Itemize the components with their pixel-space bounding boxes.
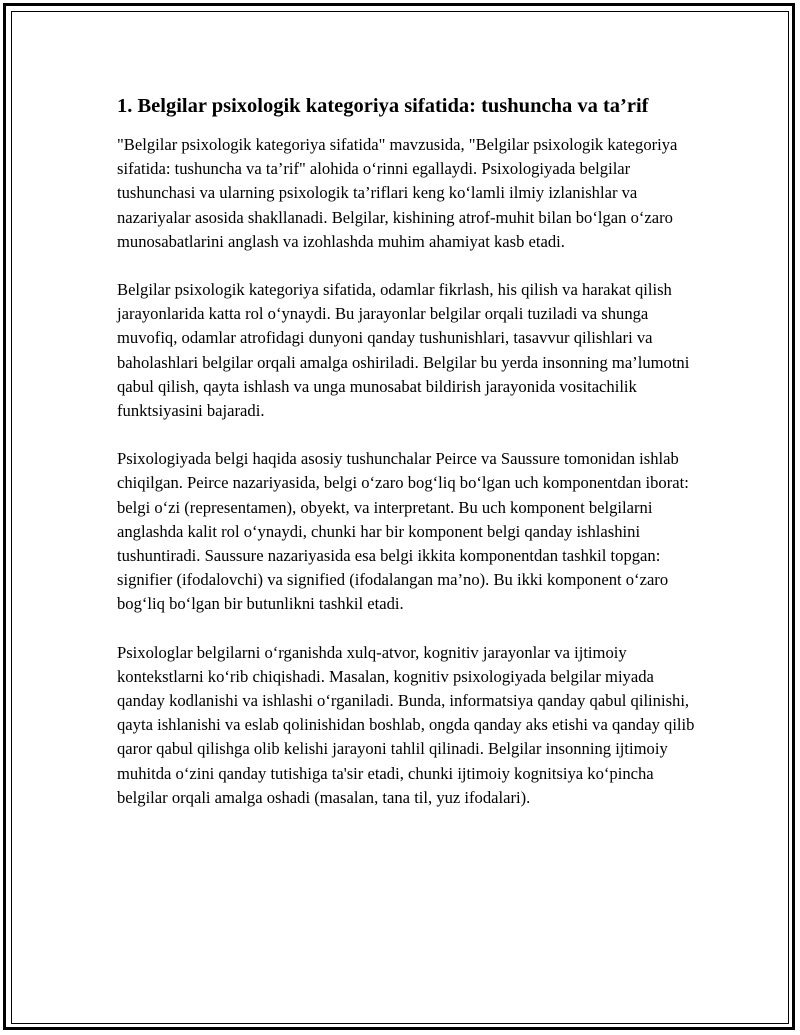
paragraph-4: Psixologlar belgilarni o‘rganishda xulq-atvor, kognitiv jarayonlar va ijtimoiy kontekstlarni ko‘rib chiqishadi. Masalan, kognitiv psixologiyada belgilar miyada qanday kodlanishi va ishlashi o‘rganiladi. Bunda, informatsiya qanday qabul qilinishi, qayta ishlanishi va eslab qolinishidan boshlab, ongda qanday aks etishi va qanday qilib qaror qabul qilishga olib kelishi jarayoni tahlil qilinadi. Belgilar insonning ijtimoiy muhitda o‘zini qanday tutishiga ta'sir etadi, chunki ijtimoiy kognitsiya ko‘pincha belgilar orqali amalga oshadi (masalan, tana til, yuz ifodalari). [117,642,695,807]
document-body [117,92,697,834]
paragraph-1: "Belgilar psixologik kategoriya sifatida" mavzusida, "Belgilar psixologik kategoriya sifatida: tushuncha va ta’rif" alohida o‘rinni egallaydi. Psixologiyada belgilar tushunchasi va ularning psixologik ta’riflari keng ko‘lamli ilmiy izlanishlar va nazariyalar asosida shakllanadi. Belgilar, kishining atrof-muhit bilan bo‘lgan o‘zaro munosabatlarini anglash va izohlashda muhim ahamiyat kasb etadi. [117,135,678,251]
paragraph-2: Belgilar psixologik kategoriya sifatida, odamlar fikrlash, his qilish va harakat qilish jarayonlarida katta rol o‘ynaydi. Bu jarayonlar belgilar orqali tuziladi va shunga muvofiq, odamlar atrofidagi dunyoni qanday tushunishlari, tasavvur qilishlari va baholashlari belgilar orqali amalga oshiriladi. Belgilar bu yerda insonning ma’lumotni qabul qilish, qayta ishlash va unga munosabat bildirish jarayonida vositachilik funktsiyasini bajaradi. [117,280,690,421]
paragraph-3: Psixologiyada belgi haqida asosiy tushunchalar Peirce va Saussure tomonidan ishlab chiqilgan. Peirce nazariyasida, belgi o‘zaro bog‘liq bo‘lgan uch komponentdan iborat: belgi o‘zi (representamen), obyekt, va interpretant. Bu uch komponent belgilarni anglashda kalit rol o‘ynaydi, chunki har bir komponent belgi qanday ishlashini tushuntiradi. Saussure nazariyasida esa belgi ikkita komponentdan tashkil topgan: signifier (ifodalovchi) va signified (ifodalangan ma’no). Bu ikki komponent o‘zaro bog‘liq bo‘lgan bir butunlikni tashkil etadi. [117,449,689,614]
section-heading: 1. Belgilar psixologik kategoriya sifatida: tushuncha va ta’rif [117,95,649,117]
